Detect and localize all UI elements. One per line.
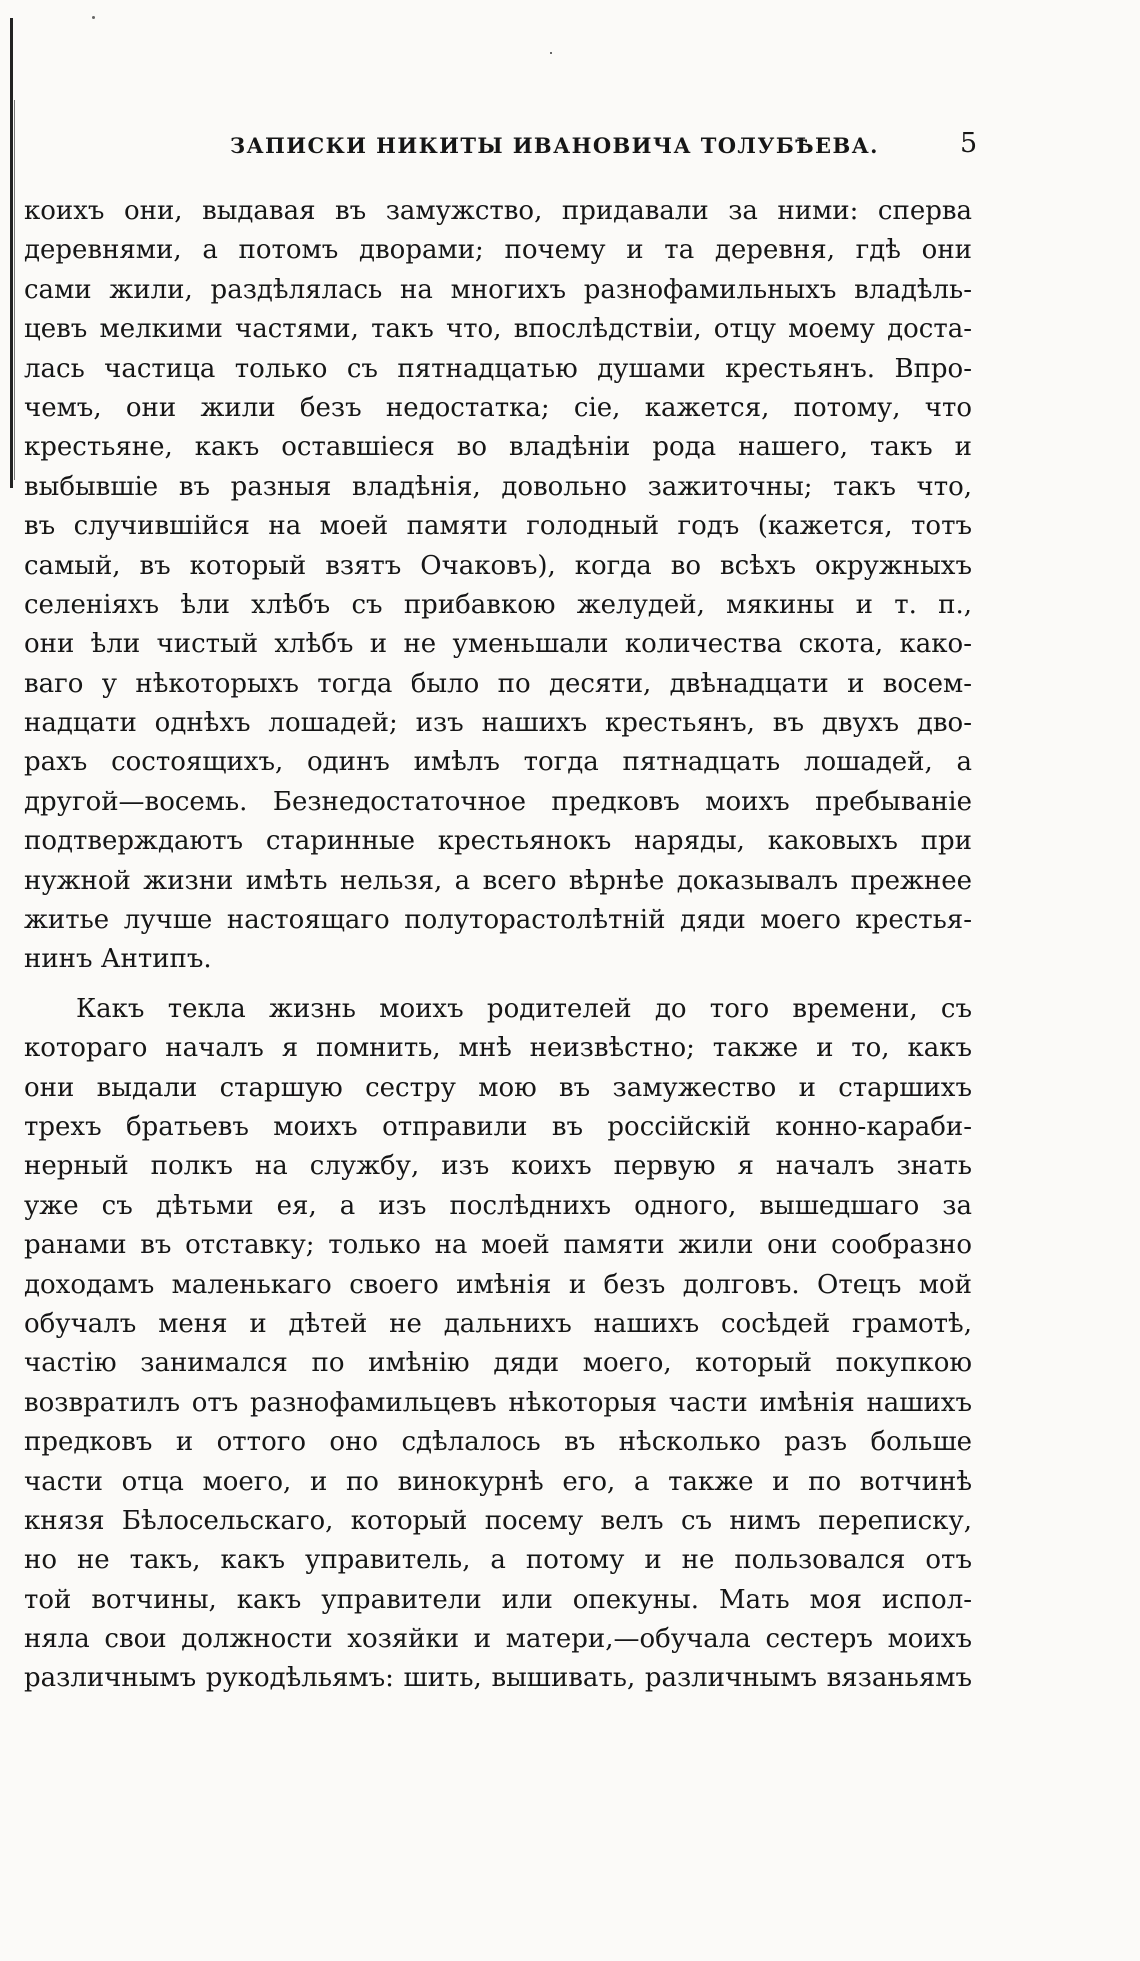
text-line: чемъ, они жили безъ недостатка; сіе, кажется, потому, что: [24, 392, 972, 423]
text-line: различнымъ рукодѣльямъ: шить, вышивать, различнымъ вязаньямъ: [24, 1663, 972, 1694]
text-line: частію занимался по имѣнію дяди моего, который покупкою: [24, 1348, 972, 1379]
text-line: самый, въ который взятъ Очаковъ), когда во всѣхъ окружныхъ: [24, 550, 972, 581]
text-line: деревнями, а потомъ дворами; почему и та деревня, гдѣ они: [24, 235, 972, 266]
text-line: житье лучше настоящаго полуторастолѣтній дяди моего крестья-: [24, 905, 972, 936]
text-line: они выдали старшую сестру мою въ замужество и старшихъ: [24, 1072, 972, 1103]
text-line: коихъ они, выдавая въ замужство, придавали за ними: сперва: [24, 196, 972, 226]
text-line: но не такъ, какъ управитель, а потому и не пользовался отъ: [24, 1545, 972, 1576]
text-line: лась частица только съ пятнадцатью душами крестьянъ. Впро-: [24, 353, 972, 384]
text-line: доходамъ маленькаго своего имѣнія и безъ долговъ. Отецъ мой: [24, 1269, 972, 1300]
text-line: возвратилъ отъ разнофамильцевъ нѣкоторыя части имѣнія нашихъ: [24, 1387, 972, 1418]
text-line: части отца моего, и по винокурнѣ его, а также и по вотчинѣ: [24, 1466, 972, 1497]
text-line: подтверждаютъ старинные крестьянокъ наряды, каковыхъ при: [24, 826, 972, 857]
binding-edge-shadow: [14, 100, 15, 480]
text-line: выбывшіе въ разныя владѣнія, довольно зажиточны; такъ что,: [24, 471, 972, 502]
page-number: 5: [960, 128, 978, 159]
text-line: котораго началъ я помнить, мнѣ неизвѣстно; также и то, какъ: [24, 1033, 972, 1064]
running-title: ЗАПИСКИ НИКИТЫ ИВАНОВИЧА ТОЛУБѢЕВА.: [230, 133, 879, 158]
text-line: крестьяне, какъ оставшіеся во владѣніи рода нашего, такъ и: [24, 432, 972, 463]
text-line: трехъ братьевъ моихъ отправили въ россійскій конно-караби-: [24, 1111, 972, 1142]
binding-edge-line: [10, 18, 13, 488]
text-line: уже съ дѣтьми ея, а изъ послѣднихъ одного, вышедшаго за: [24, 1190, 972, 1221]
text-line: они ѣли чистый хлѣбъ и не уменьшали количества скота, како-: [24, 629, 972, 660]
scan-speck: [550, 52, 552, 54]
text-line: няла свои должности хозяйки и матери,—обучала сестеръ моихъ: [24, 1624, 972, 1655]
text-line: предковъ и оттого оно сдѣлалось въ нѣсколько разъ больше: [24, 1427, 972, 1458]
text-line: надцати однѣхъ лошадей; изъ нашихъ крестьянъ, въ двухъ дво-: [24, 708, 972, 739]
text-line: другой—восемь. Безнедостаточное предковъ моихъ пребываніе: [24, 786, 972, 817]
paragraph-2: [24, 990, 972, 1699]
text-line: нерный полкъ на службу, изъ коихъ первую я началъ знать: [24, 1151, 972, 1182]
paragraph-gap: [24, 980, 972, 990]
text-line: цевъ мелкими частями, такъ что, впослѣдствіи, отцу моему доста-: [24, 314, 972, 345]
text-line: той вотчины, какъ управители или опекуны. Мать моя испол-: [24, 1584, 972, 1615]
text-line: нинъ Антипъ.: [24, 944, 212, 975]
text-line: селеніяхъ ѣли хлѣбъ съ прибавкою желудей, мякины и т. п.,: [24, 589, 972, 620]
text-line: рахъ состоящихъ, одинъ имѣлъ тогда пятнадцать лошадей, а: [24, 747, 972, 778]
text-line: ваго у нѣкоторыхъ тогда было по десяти, двѣнадцати и восем-: [24, 668, 972, 699]
text-line: обучалъ меня и дѣтей не дальнихъ нашихъ сосѣдей грамотѣ,: [24, 1308, 972, 1339]
paragraph-1: [24, 192, 972, 980]
body-text: [24, 192, 972, 1699]
text-line: сами жили, раздѣлялась на многихъ разнофамильныхъ владѣль-: [24, 274, 972, 305]
scan-dot: [92, 16, 95, 19]
text-line: Какъ текла жизнь моихъ родителей до того времени, съ: [76, 993, 972, 1024]
text-line: въ случившійся на моей памяти голодный годъ (кажется, тотъ: [24, 511, 972, 542]
text-line: ранами въ отставку; только на моей памяти жили они сообразно: [24, 1230, 972, 1261]
text-line: нужной жизни имѣть нельзя, а всего вѣрнѣе доказывалъ прежнее: [24, 865, 972, 896]
text-line: князя Бѣлосельскаго, который посему велъ съ нимъ переписку,: [24, 1505, 972, 1536]
